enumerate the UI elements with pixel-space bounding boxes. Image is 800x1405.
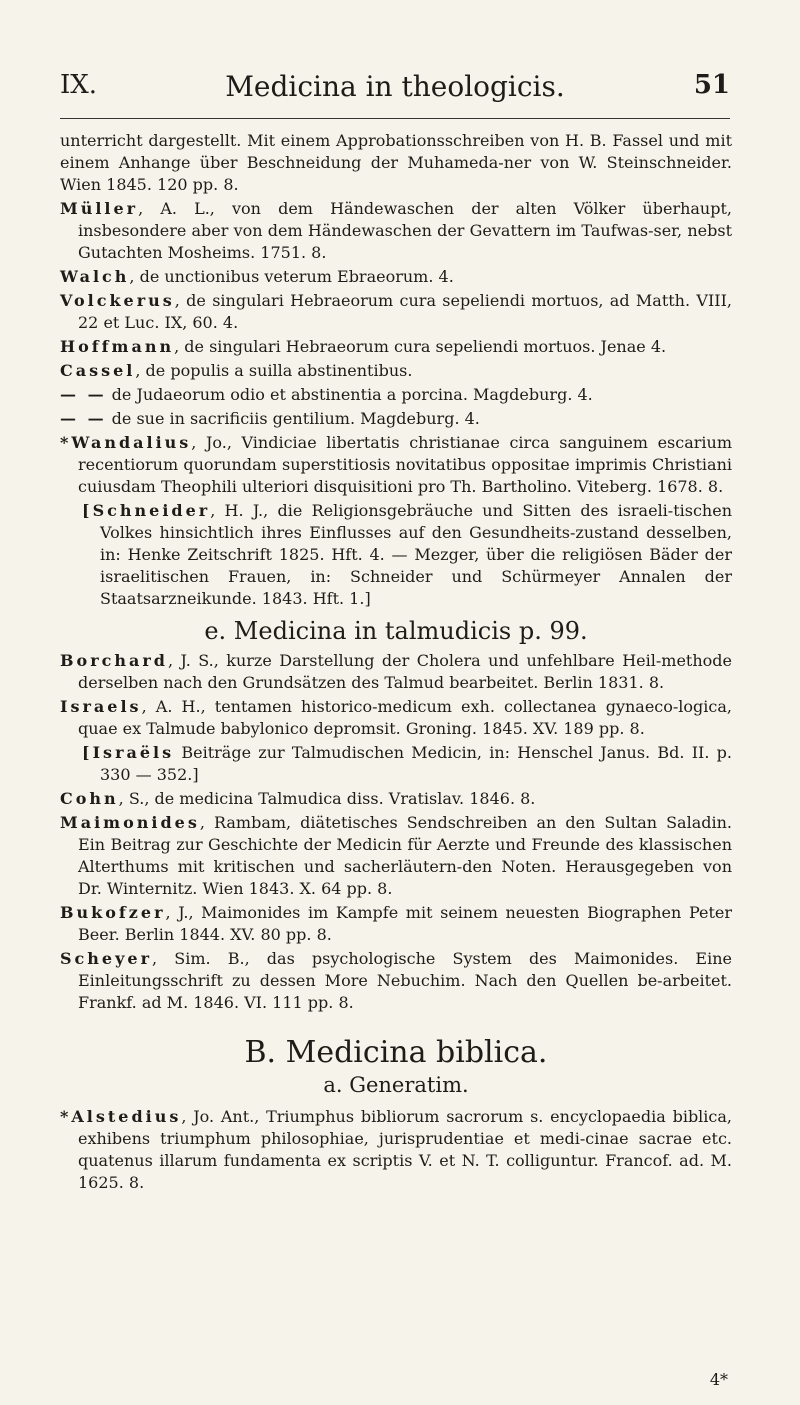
bibliography-entry bbox=[60, 432, 732, 498]
entry-text: , Jo., Vindiciae libertatis christianae circa sanguinem escarium recentiorum quorundam superstitiosis novitatibus oppositae imprimis Christiani cuiusdam Theophili ulteriori disquisitioni pro Th. Bartholino. Viteberg. 1678. 8. bbox=[78, 433, 732, 496]
entry-text: , de unctionibus veterum Ebraeorum. 4. bbox=[129, 267, 454, 286]
page-body bbox=[60, 130, 732, 1196]
entry-text: , S., de medicina Talmudica diss. Vratislav. 1846. 8. bbox=[118, 789, 536, 808]
entry-text: de sue in sacrificiis gentilium. Magdeburg. 4. bbox=[106, 409, 480, 428]
bibliography-entry bbox=[60, 742, 732, 786]
bibliography-entry bbox=[60, 812, 732, 900]
entry-text: , Jo. Ant., Triumphus bibliorum sacrorum s. encyclopaedia biblica, exhibens triumphum philosophiae, jurisprudentiae et medi-cinae sacrae etc. quatenus illarum fundamenta ex scriptis V. et N. T. colliguntur. Francof. ad. M. 1625. 8. bbox=[78, 1107, 732, 1192]
header-rule bbox=[60, 118, 730, 119]
entry-text: , A. L., von dem Händewaschen der alten Völker überhaupt, insbesondere aber von dem Händewaschen der Gevattern im Taufwas-ser, nebst Gutachten Mosheims. 1751. 8. bbox=[78, 199, 732, 262]
entry-text: unterricht dargestellt. Mit einem Approbationsschreiben von H. B. Fassel und mit einem Anhange über Beschneidung der Muhameda-ner von W. Steinschneider. Wien 1845. 120 pp. 8. bbox=[60, 131, 732, 194]
bibliography-entry bbox=[60, 1106, 732, 1194]
bibliography-entry bbox=[60, 384, 732, 406]
bibliography-entry bbox=[60, 266, 732, 288]
section-heading-b: B. Medicina biblica. bbox=[244, 1035, 548, 1070]
entry-author: Walch bbox=[60, 267, 130, 286]
entry-text: Beiträge zur Talmudischen Medicin, in: Henschel Janus. Bd. II. p. 330 — 352.] bbox=[100, 743, 732, 784]
entry-author: Hoffmann bbox=[60, 337, 175, 356]
entry-author: Maimonides bbox=[60, 813, 200, 832]
bibliography-entry bbox=[60, 360, 732, 382]
running-title: Medicina in theologicis. bbox=[225, 70, 565, 103]
bibliography-entry bbox=[60, 408, 732, 430]
bibliography-entry bbox=[60, 290, 732, 334]
entry-author: — — bbox=[60, 385, 107, 404]
entry-text: , Rambam, diätetisches Sendschreiben an den Sultan Saladin. Ein Beitrag zur Geschichte der Medicin für Aerzte und Freunde des klassischen Alterthums mit kritischen und sacherläutern-den Noten. Herausgegeben von Dr. Winternitz. Wien 1843. X. 64 pp. 8. bbox=[78, 813, 732, 898]
entry-text: , A. H., tentamen historico-medicum exh. collectanea gynaeco-logica, quae ex Talmude babylonico depromsit. Groning. 1845. XV. 189 pp. 8. bbox=[78, 697, 732, 738]
page-header bbox=[60, 70, 730, 116]
bibliography-entry bbox=[60, 336, 732, 358]
entry-author: Volckerus bbox=[60, 291, 175, 310]
entry-author: Cassel bbox=[60, 361, 136, 380]
chapter-number: IX. bbox=[60, 70, 98, 100]
entry-author: [Schneider bbox=[82, 501, 211, 520]
subsection-heading-a: a. Generatim. bbox=[323, 1073, 469, 1097]
bibliography-entry bbox=[60, 198, 732, 264]
section-heading-e: e. Medicina in talmudicis p. 99. bbox=[204, 617, 588, 645]
entry-author: *Alstedius bbox=[60, 1107, 182, 1126]
entry-list-top bbox=[60, 130, 732, 610]
entry-list-talmud bbox=[60, 650, 732, 1014]
entry-text: , J. S., kurze Darstellung der Cholera und unfehlbare Heil-methode derselben nach den Grundsätzen des Talmud bearbeitet. Berlin 1831. 8. bbox=[78, 651, 732, 692]
bibliography-entry bbox=[60, 500, 732, 610]
bibliography-entry bbox=[60, 902, 732, 946]
entry-author: — — bbox=[60, 409, 107, 428]
entry-author: Cohn bbox=[60, 789, 119, 808]
entry-list-biblica bbox=[60, 1106, 732, 1194]
bibliography-entry bbox=[60, 130, 732, 196]
entry-text: , Sim. B., das psychologische System des Maimonides. Eine Einleitungsschrift zu dessen More Nebuchim. Nach den Quellen be-arbeitet. Frankf. ad M. 1846. VI. 111 pp. 8. bbox=[78, 949, 732, 1012]
bibliography-entry bbox=[60, 788, 732, 810]
entry-author: [Israëls bbox=[82, 743, 175, 762]
entry-text: , H. J., die Religionsgebräuche und Sitten des israeli-tischen Volkes hinsichtlich ihres Einflusses auf den Gesundheits-zustand desselben, in: Henke Zeitschrift 1825. Hft. 4. — Mezger, über die religiösen Bäder der israelitischen Frauen, in: Schneider und Schürmeyer Annalen der Staatsarzneikunde. 1843. Hft. 1.] bbox=[100, 501, 732, 608]
entry-author: Israels bbox=[60, 697, 142, 716]
page-number: 51 bbox=[693, 70, 730, 100]
entry-text: de Judaeorum odio et abstinentia a porcina. Magdeburg. 4. bbox=[106, 385, 593, 404]
entry-text: , de populis a suilla abstinentibus. bbox=[135, 361, 413, 380]
signature-mark: 4* bbox=[709, 1370, 728, 1389]
bibliography-entry bbox=[60, 696, 732, 740]
entry-author: *Wandalius bbox=[60, 433, 192, 452]
bibliography-entry bbox=[60, 650, 732, 694]
entry-author: Bukofzer bbox=[60, 903, 166, 922]
entry-author: Scheyer bbox=[60, 949, 153, 968]
entry-text: , de singulari Hebraeorum cura sepeliendi mortuos, ad Matth. VIII, 22 et Luc. IX, 60. 4. bbox=[78, 291, 732, 332]
entry-author: Borchard bbox=[60, 651, 168, 670]
entry-text: , de singulari Hebraeorum cura sepeliendi mortuos. Jenae 4. bbox=[174, 337, 667, 356]
entry-author: Müller bbox=[60, 199, 139, 218]
entry-text: , J., Maimonides im Kampfe mit seinem neuesten Biographen Peter Beer. Berlin 1844. XV. 80 pp. 8. bbox=[78, 903, 732, 944]
bibliography-entry bbox=[60, 948, 732, 1014]
